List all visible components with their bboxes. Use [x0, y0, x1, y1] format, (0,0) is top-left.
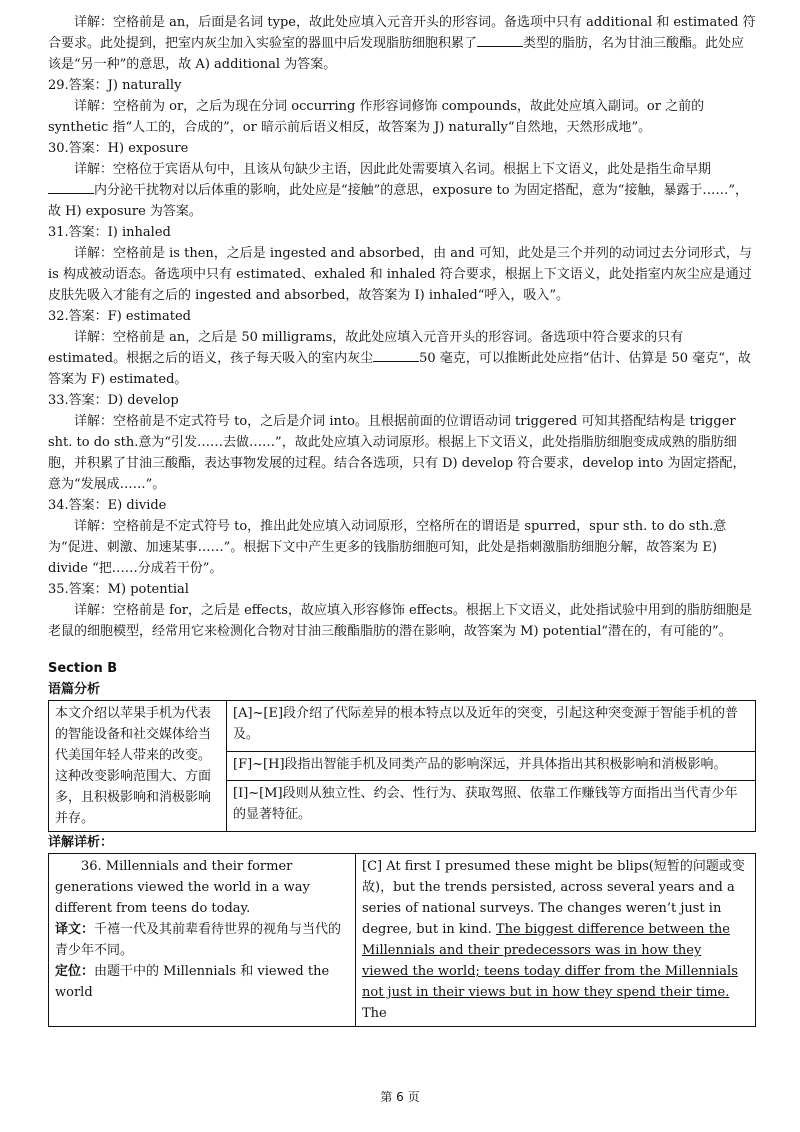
answer-32: 32.答案：F) estimated [48, 309, 191, 324]
analysis-summary: 本文介绍以苹果手机为代表的智能设备和社交媒体给当代美国年轻人带来的改变。这种改变影响范围大、方面多，且积极影响和消极影响并存。 [49, 701, 227, 832]
translation: 译文：千禧一代及其前辈看待世界的视角与当代的青少年不同。 [55, 922, 342, 958]
question-cell [49, 854, 356, 1027]
question-table [48, 853, 756, 1027]
fill-blank [48, 181, 94, 194]
analysis-point: [F]~[H]段指出智能手机及同类产品的影响深远，并具体指出其积极影响和消极影响。 [227, 752, 756, 780]
answer-34: 34.答案：E) divide [48, 498, 167, 513]
detail-29: 详解：空格前为 or，之后为现在分词 occurring 作形容词修饰 compounds，故此处应填入副词。or 之前的 synthetic 指“人工的，合成的”，or 暗示前后语义相反，故答案为 J) naturally“自然地，天然形成地”。 [48, 99, 705, 135]
fill-blank [477, 34, 523, 47]
page-number: 第 6 页 [380, 1090, 420, 1104]
detail-30: 详解：空格位于宾语从句中，且该从句缺少主语，因此此处需要填入名词。根据上下文语义，此处是指生命早期内分泌干扰物对以后体重的影响，此处应是“接触”的意思，exposure to 为固定搭配，意为“接触，暴露于……”，故 H) exposure 为答案。 [48, 162, 749, 219]
detail-31: 详解：空格前是 is then，之后是 ingested and absorbed，由 and 可知，此处是三个并列的动词过去分词形式，与 is 构成被动语态。备选项中只有 estimated、exhaled 和 inhaled 符合要求，根据上下文语义，此处指室内灰尘应是通过皮肤先吸入才能有之后的 ingested and absorbed，故答案为 I) inhaled“呼入，吸入”。 [48, 246, 752, 303]
analysis-table [48, 700, 756, 832]
analysis-point: [I]~[M]段则从独立性、约会、性行为、获取驾照、依靠工作赚钱等方面指出当代青少年的显著特征。 [227, 780, 756, 831]
answer-35: 35.答案：M) potential [48, 582, 189, 597]
answer-33: 33.答案：D) develop [48, 393, 179, 408]
detail-35: 详解：空格前是 for，之后是 effects，故应填入形容修饰 effects。根据上下文语义，此处指试验中用到的脂肪细胞是老鼠的细胞模型，经常用它来检测化合物对甘油三酸酯脂肪的潜在影响，故答案为 M) potential“潜在的，有可能的”。 [48, 603, 752, 639]
analysis-point: [A]~[E]段介绍了代际差异的根本特点以及近年的突变，引起这种突变源于智能手机的普及。 [227, 701, 756, 752]
question-text: 36. Millennials and their former generations viewed the world in a way different from teens do today. [55, 859, 310, 916]
analysis-title: 语篇分析 [48, 682, 101, 697]
detail-title: 详解详析： [48, 835, 114, 850]
underlined-sentence: The biggest difference between the Millennials and their predecessors was in how they viewed the world; teens today differ from the Millennials not just in their views but in how they spend their time. [362, 922, 738, 1000]
passage-cell: [C] At first I presumed these might be blips(短暂的问题或变故)，but the trends persisted, across several years and a series of national surveys. The changes weren’t just in degree, but in kind. The biggest difference between the Millennials and their predecessors was in how they viewed the world; teens today differ from the Millennials not just in their views but in how they spend their time. The [356, 854, 756, 1027]
item-detail: 详解：空格前是 an，后面是名词 type，故此处应填入元音开头的形容词。备选项中只有 additional 和 estimated 符合要求。此处提到，把室内灰尘加入实验室的器皿中后发现脂肪细胞积累了 类型的脂肪，名为甘油三酸酯。此处应该是“另一种”的意思，故 A) additional 为答案。 [48, 15, 756, 72]
answer-31: 31.答案：I) inhaled [48, 225, 171, 240]
detail-32: 详解：空格前是 an，之后是 50 milligrams，故此处应填入元音开头的形容词。备选项中符合要求的只有 estimated。根据之后的语义，孩子每天吸入的室内灰尘 50 毫克，可以推断此处应指“估计、估算是 50 毫克“，故答案为 F) estimated。 [48, 330, 751, 387]
page-content [48, 12, 756, 1027]
section-b-title: Section B [48, 661, 118, 676]
answer-29: 29.答案：J) naturally [48, 78, 182, 93]
fill-blank [373, 349, 419, 362]
detail-33: 详解：空格前是不定式符号 to，之后是介词 into。且根据前面的位谓语动词 triggered 可知其搭配结构是 trigger sht. to do sth.意为“引发……去做……”，故此处应填入动词原形。根据上下文语义，此处指脂肪细胞变成成熟的脂肪细胞，并积累了甘油三酸酯，表达事物发展的过程。结合各选项，只有 D) develop 符合要求，develop into 为固定搭配，意为“发展成……”。 [48, 414, 746, 492]
detail-34: 详解：空格前是不定式符号 to，推出此处应填入动词原形，空格所在的谓语是 spurred，spur sth. to do sth.意为“促进、刺激、加速某事……”。根据下文中产生更多的钱脂肪细胞可知，此处是指刺激脂肪细胞分解，故答案为 E) divide “把……分成若干份”。 [48, 519, 727, 576]
location: 定位：由题干中的 Millennials 和 viewed the world [55, 964, 330, 1000]
answer-30: 30.答案：H) exposure [48, 141, 189, 156]
